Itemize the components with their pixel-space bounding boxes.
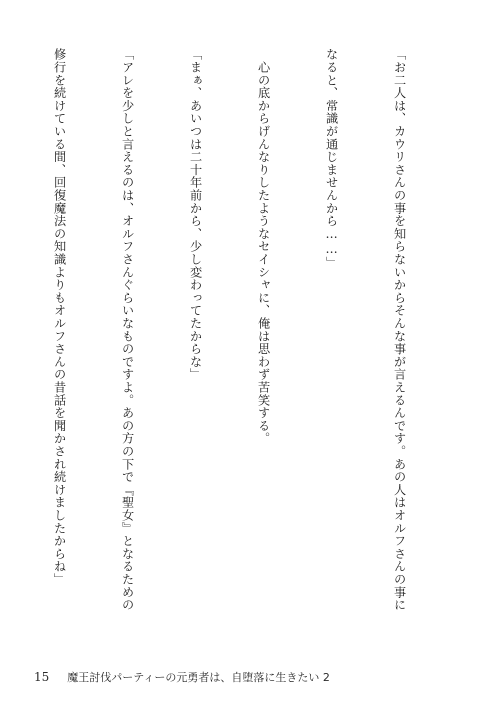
text-line: 心の底からげんなりしたようなセイシャに、俺は思わず苦笑する。 (256, 48, 271, 445)
page-footer (34, 669, 330, 685)
text-line: なると、常識が通じませんから……」 (324, 48, 339, 270)
text-line: 「アレを少しと言えるのは、オルフさんぐらいなものですよ。あの方の下で『聖女』となるための (120, 48, 135, 612)
text-line: 修行を続けている間、回復魔法の知識よりもオルフさんの昔話を聞かされ続けましたからね」 (52, 48, 67, 586)
vertical-text-body (48, 48, 456, 644)
text-line: 「まぁ、あいつは二十年前から、少し変わってたからな」 (188, 48, 203, 381)
page-number: 15 (34, 670, 50, 684)
book-title: 魔王討伐パーティーの元勇者は、自堕落に生きたい 2 (67, 671, 330, 684)
text-line: 「お二人は、カウリさんの事を知らないからそんな事が言えるんです。あの人はオルフさんの事に (392, 48, 407, 612)
